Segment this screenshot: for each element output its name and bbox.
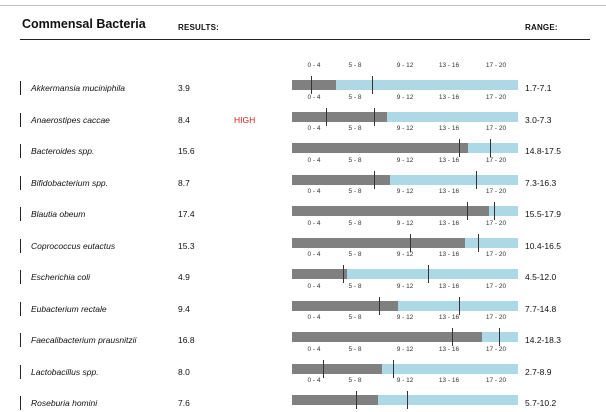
- result-value: 3.9: [178, 83, 190, 93]
- reference-range: 15.5-17.9: [525, 209, 561, 219]
- section-title: Commensal Bacteria: [22, 17, 146, 31]
- bacteria-name: Lactobacillus spp.: [31, 366, 99, 377]
- scale-label: 5 - 8: [348, 251, 362, 258]
- range-high-tick: [494, 202, 495, 220]
- scale-label: 0 - 4: [307, 188, 321, 195]
- scale-label: 5 - 8: [348, 188, 362, 195]
- scale-label: 5 - 8: [348, 345, 362, 353]
- range-low-tick: [311, 76, 312, 94]
- scale-label: 17 - 20: [485, 156, 507, 164]
- result-bar: [292, 206, 518, 216]
- range-low-tick: [467, 202, 468, 220]
- range-high-tick: [393, 360, 394, 378]
- range-low-tick: [410, 234, 411, 252]
- bacteria-name: Bacteroides spp.: [31, 146, 95, 156]
- reference-range: 2.7-8.9: [525, 366, 552, 377]
- range-low-tick: [459, 139, 460, 157]
- scale-label: 17 - 20: [485, 282, 507, 290]
- scale-label: 17 - 20: [485, 125, 507, 132]
- scale-label: 0 - 4: [307, 62, 321, 69]
- row-marker: [20, 396, 21, 410]
- result-bar-fill: [292, 269, 347, 279]
- scale-label: 9 - 12: [396, 314, 414, 321]
- result-bar-fill: [292, 364, 382, 374]
- scale-label: 13 - 16: [438, 251, 460, 258]
- result-bar-fill: [292, 206, 489, 216]
- result-bar: [292, 332, 518, 342]
- range-high-tick: [478, 234, 479, 252]
- scale-label: 13 - 16: [438, 125, 460, 132]
- scale-label: 13 - 16: [438, 314, 460, 321]
- scale-label: 5 - 8: [348, 314, 362, 321]
- table-row: [0, 377, 606, 409]
- range-high-tick: [476, 171, 477, 189]
- bacteria-name: Akkermansia muciniphila: [31, 83, 126, 93]
- bacteria-name: Anaerostipes caccae: [31, 114, 110, 125]
- table-row: [0, 157, 606, 189]
- result-value: 8.0: [178, 366, 190, 377]
- scale-label: 9 - 12: [396, 377, 414, 384]
- scale-label: 0 - 4: [307, 125, 321, 132]
- scale-label: 0 - 4: [307, 282, 321, 290]
- scale-label: 9 - 12: [396, 125, 414, 132]
- range-low-tick: [452, 328, 453, 346]
- range-high-tick: [372, 76, 373, 94]
- result-bar-fill: [292, 143, 468, 153]
- result-bar: [292, 364, 518, 374]
- result-value: 7.6: [178, 398, 190, 408]
- scale-label: 9 - 12: [396, 251, 414, 258]
- table-row: [0, 188, 606, 220]
- scale-label: 5 - 8: [348, 125, 362, 132]
- result-value: 4.9: [178, 272, 190, 282]
- table-row: [0, 251, 606, 283]
- result-bar-fill: [292, 395, 378, 405]
- scale-label: 17 - 20: [485, 62, 507, 69]
- result-bar: [292, 112, 518, 122]
- scale-label: 0 - 4: [307, 93, 321, 101]
- scale-label: 0 - 4: [307, 345, 321, 353]
- scale-label: 13 - 16: [438, 62, 460, 69]
- result-value: 17.4: [178, 209, 195, 219]
- scale-label: 9 - 12: [396, 282, 414, 290]
- result-value: 15.3: [178, 240, 195, 251]
- table-row: [0, 62, 606, 94]
- reference-range: 14.8-17.5: [525, 146, 561, 156]
- scale-label: 5 - 8: [348, 156, 362, 164]
- result-value: 15.6: [178, 146, 195, 156]
- result-bar: [292, 238, 518, 248]
- result-bar-fill: [292, 112, 387, 122]
- scale-label: 5 - 8: [348, 219, 362, 227]
- scale-label: 9 - 12: [396, 93, 414, 101]
- scale-label: 0 - 4: [307, 251, 321, 258]
- range-low-tick: [379, 297, 380, 315]
- scale-label: 0 - 4: [307, 219, 321, 227]
- result-value: 9.4: [178, 303, 190, 314]
- table-row: [0, 283, 606, 315]
- reference-range: 3.0-7.3: [525, 114, 552, 125]
- result-bar-fill: [292, 301, 398, 311]
- range-column-header: RANGE:: [525, 23, 558, 32]
- result-value: 8.4: [178, 114, 190, 125]
- scale-label: 13 - 16: [438, 282, 460, 290]
- table-row: [0, 125, 606, 157]
- reference-range: 14.2-18.3: [525, 335, 561, 345]
- scale-label: 5 - 8: [348, 377, 362, 384]
- result-flag: HIGH: [234, 114, 256, 125]
- result-bar-fill: [292, 238, 465, 248]
- scale-label: 9 - 12: [396, 156, 414, 164]
- scale-label: 0 - 4: [307, 156, 321, 164]
- scale-label: 0 - 4: [307, 314, 321, 321]
- result-bar: [292, 80, 518, 90]
- result-bar-fill: [292, 175, 390, 185]
- bacteria-name: Coprococcus eutactus: [31, 240, 116, 251]
- bacteria-name: Bifidobacterium spp.: [31, 177, 109, 188]
- range-high-tick: [499, 328, 500, 346]
- range-high-tick: [490, 139, 491, 157]
- scale-label: 17 - 20: [485, 251, 507, 258]
- reference-range: 10.4-16.5: [525, 240, 561, 251]
- range-low-tick: [323, 360, 324, 378]
- scale-label: 5 - 8: [348, 93, 362, 101]
- scale-label: 9 - 12: [396, 188, 414, 195]
- range-low-tick: [326, 108, 327, 126]
- reference-range: 1.7-7.1: [525, 83, 552, 93]
- range-high-tick: [428, 265, 429, 283]
- reference-range: 7.3-16.3: [525, 177, 557, 188]
- header-divider: [20, 39, 590, 40]
- scale-label: 13 - 16: [438, 93, 460, 101]
- result-bar-fill: [292, 80, 336, 90]
- scale-label: 5 - 8: [348, 62, 362, 69]
- range-low-tick: [356, 391, 357, 409]
- scale-label: 13 - 16: [438, 345, 460, 353]
- table-row: [0, 220, 606, 252]
- top-border: [0, 5, 606, 6]
- results-column-header: RESULTS:: [178, 23, 220, 32]
- result-bar: [292, 269, 518, 279]
- scale-label: 13 - 16: [438, 188, 460, 195]
- reference-range: 4.5-12.0: [525, 272, 557, 282]
- bacteria-name: Eubacterium rectale: [31, 303, 107, 314]
- scale-label: 9 - 12: [396, 219, 414, 227]
- scale-label: 17 - 20: [485, 219, 507, 227]
- range-high-tick: [407, 391, 408, 409]
- result-bar: [292, 395, 518, 405]
- scale-label: 17 - 20: [485, 314, 507, 321]
- scale-label: 17 - 20: [485, 377, 507, 384]
- result-value: 16.8: [178, 335, 195, 345]
- result-value: 8.7: [178, 177, 190, 188]
- range-low-tick: [343, 265, 344, 283]
- scale-label: 17 - 20: [485, 188, 507, 195]
- range-high-tick: [459, 297, 460, 315]
- bacteria-name: Roseburia homini: [31, 398, 98, 408]
- bacteria-name: Blautia obeum: [31, 209, 86, 219]
- table-row: [0, 346, 606, 378]
- scale-label: 13 - 16: [438, 377, 460, 384]
- scale-label: 17 - 20: [485, 345, 507, 353]
- scale-label: 17 - 20: [485, 93, 507, 101]
- table-row: [0, 314, 606, 346]
- scale-label: 13 - 16: [438, 219, 460, 227]
- result-bar: [292, 143, 518, 153]
- range-high-tick: [374, 108, 375, 126]
- scale-label: 13 - 16: [438, 156, 460, 164]
- scale-label: 9 - 12: [396, 345, 414, 353]
- bacteria-name: Faecalibacterium prausnitzii: [31, 335, 137, 345]
- result-bar: [292, 175, 518, 185]
- scale-label: 5 - 8: [348, 282, 362, 290]
- result-bar: [292, 301, 518, 311]
- table-row: [0, 94, 606, 126]
- bacteria-name: Escherichia coli: [31, 272, 91, 282]
- scale-label: 9 - 12: [396, 62, 414, 69]
- range-low-tick: [374, 171, 375, 189]
- scale-label: 0 - 4: [307, 377, 321, 384]
- reference-range: 7.7-14.8: [525, 303, 557, 314]
- reference-range: 5.7-10.2: [525, 398, 557, 408]
